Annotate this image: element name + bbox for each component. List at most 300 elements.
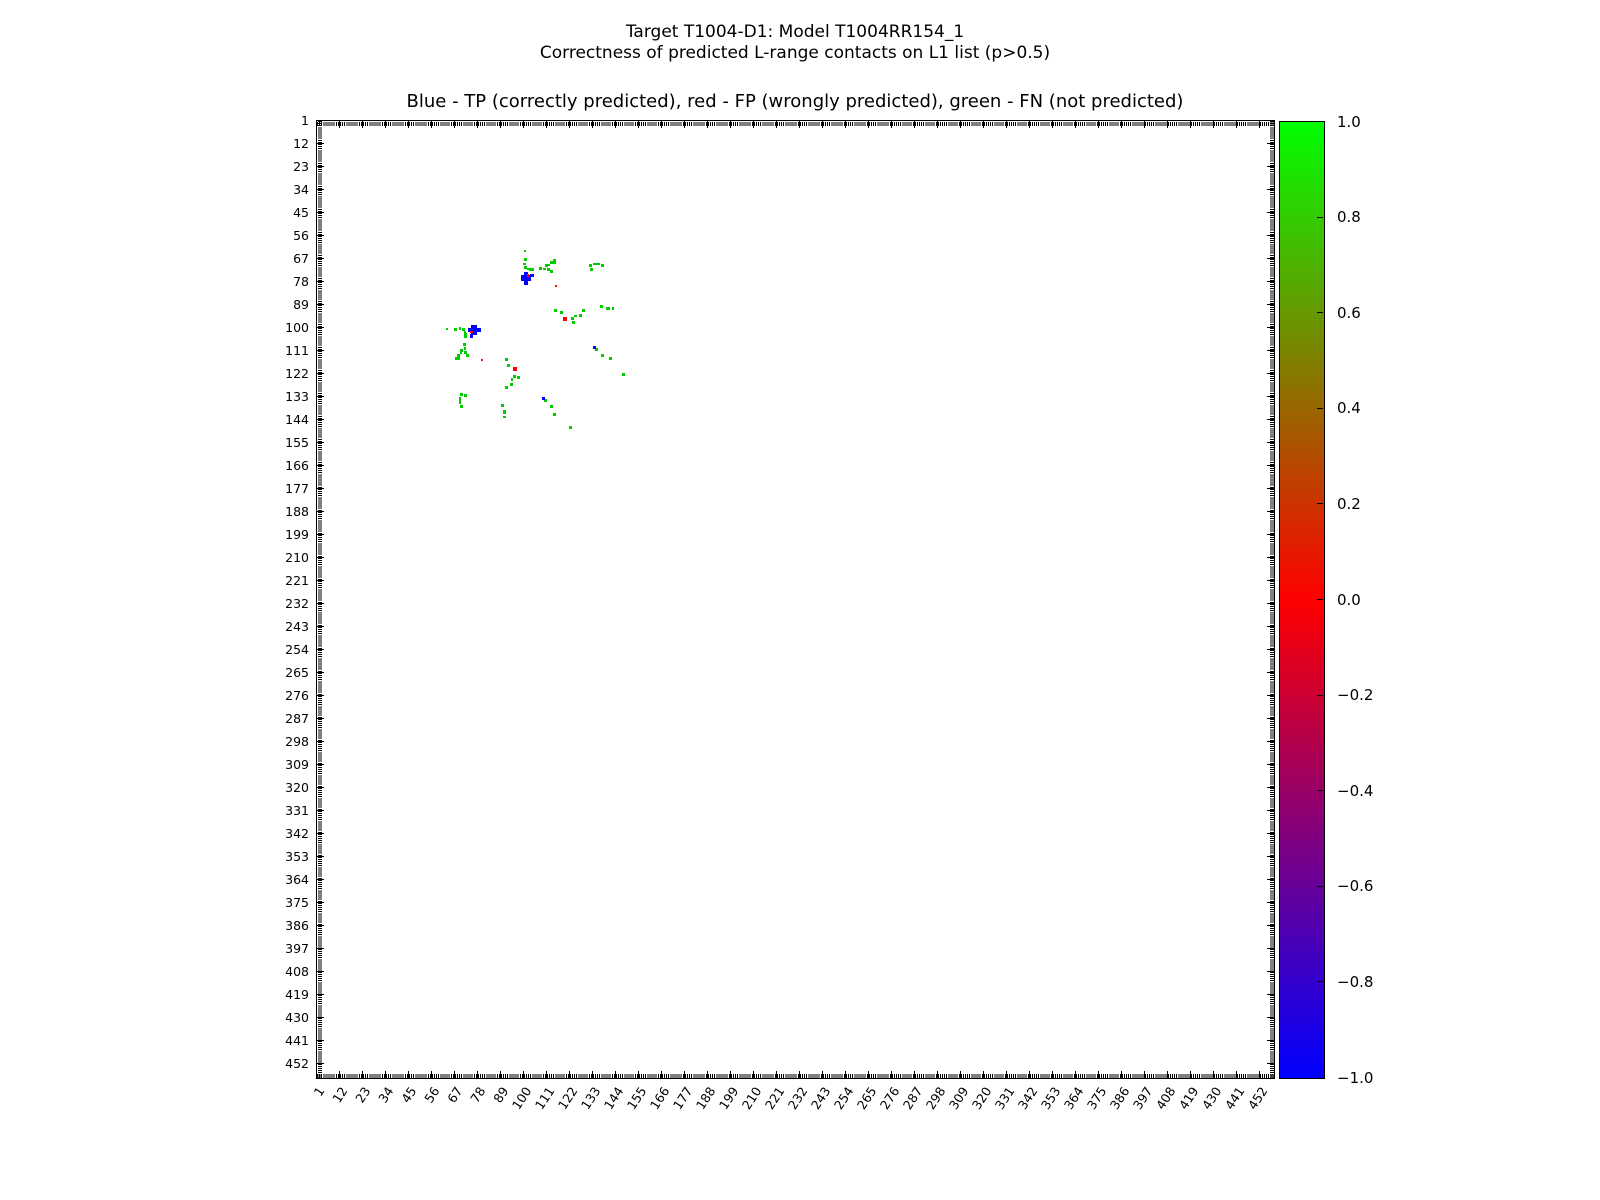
y-major-tick: [317, 534, 324, 535]
y-major-tick: [1267, 902, 1274, 903]
x-major-tick: [408, 121, 409, 128]
x-major-tick: [454, 1071, 455, 1078]
x-axis-tick-label-text: 430: [1198, 1084, 1225, 1113]
scatter-point-fn: [560, 311, 563, 314]
y-major-tick: [1267, 856, 1274, 857]
colorbar-tick-label: −0.4: [1337, 781, 1374, 800]
x-major-tick: [339, 1071, 340, 1078]
y-major-tick: [317, 189, 324, 190]
y-major-tick: [1267, 373, 1274, 374]
colorbar-tick: [1317, 886, 1323, 887]
y-major-tick: [1267, 971, 1274, 972]
y-axis-tick-label: 144: [285, 411, 309, 427]
y-major-tick: [1267, 465, 1274, 466]
x-major-tick: [1006, 121, 1007, 128]
x-major-tick: [730, 121, 731, 128]
x-major-tick: [592, 121, 593, 128]
y-major-tick: [1267, 350, 1274, 351]
x-axis-tick-label-text: 309: [945, 1084, 972, 1113]
y-major-tick: [317, 1063, 324, 1064]
y-axis-tick-label: 287: [285, 710, 309, 726]
scatter-point-fp: [513, 367, 518, 371]
scatter-point-fn: [601, 264, 604, 267]
x-axis-tick-label-text: 452: [1244, 1084, 1271, 1113]
y-axis-tick-label: 177: [285, 480, 309, 496]
x-axis-tick-label-text: 67: [444, 1084, 466, 1106]
x-major-tick: [523, 121, 524, 128]
x-axis-tick-label-text: 276: [876, 1084, 903, 1113]
scatter-point-fn: [524, 250, 527, 253]
y-major-tick: [317, 557, 324, 558]
x-major-tick: [776, 121, 777, 128]
scatter-point-fn: [590, 268, 593, 271]
x-major-tick: [914, 1071, 915, 1078]
y-major-tick: [317, 120, 324, 121]
scatter-point-fn: [464, 394, 467, 397]
y-major-tick: [1267, 787, 1274, 788]
x-major-tick: [1259, 121, 1260, 128]
x-major-tick: [546, 1071, 547, 1078]
y-axis-tick-label: 45: [293, 204, 309, 220]
x-major-tick: [500, 121, 501, 128]
y-axis-tick-label: 155: [285, 434, 309, 450]
scatter-point-fn: [550, 405, 553, 408]
x-major-tick: [1075, 1071, 1076, 1078]
y-major-tick: [1267, 810, 1274, 811]
y-major-tick: [317, 442, 324, 443]
x-major-tick: [1236, 121, 1237, 128]
scatter-point-fp: [563, 317, 567, 322]
y-major-tick: [317, 764, 324, 765]
y-axis-tick-label: 397: [285, 940, 309, 956]
x-major-tick: [638, 121, 639, 128]
y-major-tick: [1267, 1017, 1274, 1018]
y-major-tick: [317, 879, 324, 880]
colorbar-tick: [1317, 790, 1323, 791]
minor-ticks-top: [317, 122, 1274, 126]
x-major-tick: [822, 1071, 823, 1078]
y-major-tick: [1267, 396, 1274, 397]
y-major-tick: [1267, 235, 1274, 236]
x-major-tick: [891, 121, 892, 128]
x-major-tick: [799, 121, 800, 128]
colorbar-tick: [1317, 695, 1323, 696]
colorbar: [1279, 121, 1325, 1079]
scatter-point-fn: [553, 413, 556, 416]
y-axis-tick-label: 254: [285, 641, 309, 657]
figure-title-line2: Correctness of predicted L-range contacts on L1 list (p>0.5): [539, 43, 1051, 63]
x-axis-tick-label-text: 155: [623, 1084, 650, 1113]
x-major-tick: [1190, 1071, 1191, 1078]
y-major-tick: [317, 741, 324, 742]
y-major-tick: [1267, 718, 1274, 719]
y-major-tick: [317, 304, 324, 305]
x-major-tick: [431, 1071, 432, 1078]
scatter-point-fn: [466, 354, 469, 357]
y-major-tick: [317, 396, 324, 397]
y-major-tick: [317, 511, 324, 512]
scatter-point-fn: [593, 263, 600, 266]
x-major-tick: [1075, 121, 1076, 128]
scatter-point-fn: [544, 399, 547, 402]
y-major-tick: [317, 327, 324, 328]
scatter-point-fn: [507, 364, 510, 367]
y-major-tick: [317, 166, 324, 167]
y-major-tick: [317, 350, 324, 351]
x-axis-tick-label-text: 23: [352, 1084, 374, 1106]
scatter-point-fn: [505, 358, 508, 361]
x-major-tick: [385, 1071, 386, 1078]
y-major-tick: [1267, 419, 1274, 420]
y-major-tick: [1267, 1040, 1274, 1041]
x-axis-tick-label-text: 441: [1221, 1084, 1248, 1113]
colorbar-tick-label: 0.2: [1337, 494, 1361, 513]
y-axis-tick-label: 1: [301, 112, 309, 128]
y-major-tick: [317, 672, 324, 673]
x-axis-tick-label-text: 342: [1014, 1084, 1041, 1113]
x-axis-tick-label-text: 12: [329, 1084, 351, 1106]
x-major-tick: [1144, 121, 1145, 128]
scatter-point-tp: [470, 334, 473, 338]
y-major-tick: [317, 948, 324, 949]
x-major-tick: [592, 1071, 593, 1078]
x-major-tick: [615, 1071, 616, 1078]
figure-title-line1: Target T1004-D1: Model T1004RR154_1: [625, 22, 965, 42]
y-major-tick: [317, 856, 324, 857]
y-major-tick: [317, 1040, 324, 1041]
y-axis-tick-label: 23: [293, 158, 309, 174]
y-axis-tick-label: 221: [285, 572, 309, 588]
y-axis-tick-label: 188: [285, 503, 309, 519]
y-axis-tick-label: 276: [285, 687, 309, 703]
y-major-tick: [317, 258, 324, 259]
y-axis-tick-label: 419: [285, 986, 309, 1002]
y-major-tick: [1267, 557, 1274, 558]
y-major-tick: [1267, 488, 1274, 489]
x-major-tick: [753, 1071, 754, 1078]
scatter-point-fn: [601, 354, 604, 357]
y-axis-tick-label: 210: [285, 549, 309, 565]
scatter-point-fn: [446, 328, 449, 331]
x-major-tick: [362, 1071, 363, 1078]
scatter-point-fn: [579, 314, 582, 317]
y-axis-tick-label: 309: [285, 756, 309, 772]
x-major-tick: [684, 121, 685, 128]
scatter-point-fn: [464, 333, 467, 338]
scatter-point-fn: [553, 261, 556, 264]
x-major-tick: [868, 121, 869, 128]
x-axis-tick-label-text: 298: [922, 1084, 949, 1113]
x-axis-tick-label-text: 232: [784, 1084, 811, 1113]
x-major-tick: [845, 1071, 846, 1078]
y-axis-tick-label: 364: [285, 871, 309, 887]
y-major-tick: [1267, 442, 1274, 443]
scatter-point-fn: [464, 347, 467, 350]
x-major-tick: [569, 1071, 570, 1078]
y-major-tick: [317, 373, 324, 374]
scatter-point-fn: [524, 258, 527, 261]
y-axis-tick-label: 408: [285, 963, 309, 979]
scatter-point-fn: [595, 348, 598, 351]
y-major-tick: [317, 580, 324, 581]
y-major-tick: [1267, 120, 1274, 121]
y-major-tick: [1267, 603, 1274, 604]
x-major-tick: [1029, 121, 1030, 128]
x-axis-tick-label-text: 133: [577, 1084, 604, 1113]
x-axis-tick-label-text: 419: [1175, 1084, 1202, 1113]
scatter-point-tp: [593, 346, 596, 349]
x-axis-tick-label-text: 166: [646, 1084, 673, 1113]
x-major-tick: [1052, 1071, 1053, 1078]
x-axis-tick-label-text: 375: [1083, 1084, 1110, 1113]
x-axis-tick-label-text: 144: [600, 1084, 627, 1113]
x-major-tick: [1006, 1071, 1007, 1078]
minor-ticks-bottom: [317, 1074, 1274, 1078]
minor-ticks-left: [318, 121, 322, 1078]
y-major-tick: [1267, 580, 1274, 581]
y-axis-tick-label: 331: [285, 802, 309, 818]
scatter-point-fn: [463, 343, 466, 346]
colorbar-tick-label: 0.0: [1337, 590, 1361, 609]
y-major-tick: [1267, 327, 1274, 328]
scatter-point-fn: [606, 307, 610, 310]
colorbar-tick-label: −1.0: [1337, 1068, 1374, 1087]
y-axis-tick-label: 375: [285, 894, 309, 910]
scatter-point-fn: [600, 305, 603, 308]
minor-ticks-right: [1270, 121, 1274, 1078]
x-major-tick: [661, 1071, 662, 1078]
x-axis-tick-label-text: 199: [715, 1084, 742, 1113]
y-major-tick: [317, 971, 324, 972]
scatter-point-fn: [503, 416, 506, 419]
x-axis-tick-label-text: 45: [398, 1084, 420, 1106]
x-major-tick: [799, 1071, 800, 1078]
y-axis-tick-label: 320: [285, 779, 309, 795]
x-axis-tick-label-text: 188: [692, 1084, 719, 1113]
x-axis-tick-label-text: 364: [1060, 1084, 1087, 1113]
x-major-tick: [776, 1071, 777, 1078]
colorbar-tick: [1317, 312, 1323, 313]
x-axis-tick-label-text: 331: [991, 1084, 1018, 1113]
scatter-point-fn: [539, 267, 542, 270]
x-major-tick: [707, 1071, 708, 1078]
scatter-point-fn: [554, 309, 557, 312]
colorbar-tick: [1317, 981, 1323, 982]
x-axis-tick-label-text: 100: [508, 1084, 535, 1113]
y-axis-tick-label: 34: [293, 181, 309, 197]
y-major-tick: [1267, 258, 1274, 259]
x-major-tick: [1029, 1071, 1030, 1078]
x-major-tick: [1259, 1071, 1260, 1078]
y-major-tick: [1267, 994, 1274, 995]
x-major-tick: [1213, 121, 1214, 128]
y-major-tick: [317, 488, 324, 489]
colorbar-tick-label: −0.8: [1337, 972, 1374, 991]
scatter-point-fn: [517, 376, 520, 379]
y-axis-tick-label: 78: [293, 273, 309, 289]
x-axis-tick-label-text: 353: [1037, 1084, 1064, 1113]
x-major-tick: [1213, 1071, 1214, 1078]
scatter-point-fn: [609, 357, 612, 360]
colorbar-tick-label: 0.6: [1337, 303, 1361, 322]
x-major-tick: [914, 121, 915, 128]
y-major-tick: [317, 626, 324, 627]
scatter-point-fn: [569, 426, 572, 429]
y-axis-tick-label: 452: [285, 1055, 309, 1071]
x-major-tick: [960, 1071, 961, 1078]
x-axis-tick-label-text: 397: [1129, 1084, 1156, 1113]
x-major-tick: [408, 1071, 409, 1078]
y-major-tick: [1267, 189, 1274, 190]
y-axis-tick-label: 12: [293, 135, 309, 151]
scatter-point-tp: [542, 397, 545, 400]
colorbar-tick: [1317, 408, 1323, 409]
y-major-tick: [1267, 511, 1274, 512]
y-major-tick: [1267, 948, 1274, 949]
x-major-tick: [661, 121, 662, 128]
y-major-tick: [1267, 166, 1274, 167]
y-major-tick: [1267, 534, 1274, 535]
x-major-tick: [362, 121, 363, 128]
x-major-tick: [477, 121, 478, 128]
x-axis-tick-label-text: 78: [467, 1084, 489, 1106]
scatter-point-fp: [481, 359, 484, 362]
x-major-tick: [1167, 1071, 1168, 1078]
y-axis-tick-label: 111: [285, 342, 309, 358]
x-axis-tick-label-text: 89: [490, 1084, 512, 1106]
plot-frame: [316, 120, 1275, 1079]
x-axis-tick-label-text: 287: [899, 1084, 926, 1113]
x-major-tick: [615, 121, 616, 128]
x-axis-tick-label-text: 265: [853, 1084, 880, 1113]
y-major-tick: [317, 787, 324, 788]
y-major-tick: [1267, 1063, 1274, 1064]
x-major-tick: [1052, 121, 1053, 128]
scatter-point-fn: [505, 386, 508, 389]
x-major-tick: [937, 121, 938, 128]
y-major-tick: [1267, 764, 1274, 765]
x-major-tick: [1190, 121, 1191, 128]
x-axis-tick-label-text: 111: [531, 1084, 558, 1113]
scatter-point-fn: [460, 405, 463, 408]
scatter-point-fn: [622, 373, 625, 376]
colorbar-tick-label: 1.0: [1337, 112, 1361, 131]
x-axis-tick-label-text: 210: [738, 1084, 765, 1113]
x-major-tick: [707, 121, 708, 128]
y-axis-tick-label: 89: [293, 296, 309, 312]
y-major-tick: [317, 212, 324, 213]
y-axis-tick-label: 56: [293, 227, 309, 243]
colorbar-tick: [1317, 599, 1323, 600]
x-axis-tick-label-text: 34: [375, 1084, 397, 1106]
x-major-tick: [960, 121, 961, 128]
x-major-tick: [983, 1071, 984, 1078]
x-major-tick: [385, 121, 386, 128]
scatter-point-fn: [612, 307, 615, 310]
x-axis-tick-label-text: 56: [421, 1084, 443, 1106]
y-axis-tick-label: 342: [285, 825, 309, 841]
y-major-tick: [317, 649, 324, 650]
scatter-point-fn: [454, 328, 457, 331]
x-major-tick: [730, 1071, 731, 1078]
y-major-tick: [1267, 649, 1274, 650]
colorbar-tick: [1317, 503, 1323, 504]
y-major-tick: [317, 143, 324, 144]
x-axis-tick-label-text: 221: [761, 1084, 788, 1113]
y-major-tick: [1267, 672, 1274, 673]
x-major-tick: [822, 121, 823, 128]
scatter-point-fn: [529, 268, 534, 271]
scatter-point-fn: [511, 378, 514, 381]
scatter-point-fn: [510, 383, 513, 386]
scatter-point-fn: [457, 357, 460, 360]
scatter-point-fn: [501, 404, 504, 407]
x-major-tick: [684, 1071, 685, 1078]
x-major-tick: [845, 121, 846, 128]
scatter-point-fp: [555, 285, 558, 288]
y-axis-tick-label: 67: [293, 250, 309, 266]
y-major-tick: [317, 902, 324, 903]
x-axis-tick-label-text: 177: [669, 1084, 696, 1113]
scatter-point-fn: [543, 268, 546, 271]
x-major-tick: [569, 121, 570, 128]
y-axis-tick-label: 100: [285, 319, 309, 335]
x-major-tick: [638, 1071, 639, 1078]
x-major-tick: [1098, 1071, 1099, 1078]
colorbar-tick-label: 0.8: [1337, 208, 1361, 227]
x-major-tick: [937, 1071, 938, 1078]
x-major-tick: [868, 1071, 869, 1078]
x-major-tick: [339, 121, 340, 128]
y-major-tick: [317, 1017, 324, 1018]
x-axis-tick-label-text: 1: [310, 1084, 328, 1099]
y-axis-tick-label: 298: [285, 733, 309, 749]
scatter-point-fn: [589, 264, 592, 267]
x-axis-tick-label-text: 243: [807, 1084, 834, 1113]
y-axis-tick-label: 386: [285, 917, 309, 933]
y-axis-tick-label: 430: [285, 1009, 309, 1025]
y-major-tick: [317, 925, 324, 926]
x-major-tick: [454, 121, 455, 128]
scatter-point-fp: [527, 274, 530, 277]
y-major-tick: [1267, 695, 1274, 696]
scatter-point-fn: [550, 270, 553, 273]
y-major-tick: [317, 695, 324, 696]
x-major-tick: [1144, 1071, 1145, 1078]
y-major-tick: [1267, 879, 1274, 880]
y-major-tick: [1267, 626, 1274, 627]
scatter-point-fn: [582, 309, 585, 312]
x-major-tick: [500, 1071, 501, 1078]
y-axis-tick-label: 441: [285, 1032, 309, 1048]
x-axis-tick-label-text: 122: [554, 1084, 581, 1113]
x-major-tick: [891, 1071, 892, 1078]
y-major-tick: [317, 235, 324, 236]
y-major-tick: [317, 833, 324, 834]
y-major-tick: [317, 994, 324, 995]
y-axis-tick-label: 133: [285, 388, 309, 404]
y-major-tick: [1267, 925, 1274, 926]
y-axis-tick-label: 265: [285, 664, 309, 680]
y-major-tick: [317, 718, 324, 719]
axes-title-legend: Blue - TP (correctly predicted), red - FP (wrongly predicted), green - FN (not predicted): [406, 91, 1184, 112]
y-major-tick: [317, 465, 324, 466]
scatter-point-fn: [459, 397, 462, 404]
x-major-tick: [1121, 1071, 1122, 1078]
y-axis-tick-label: 122: [285, 365, 309, 381]
x-major-tick: [316, 121, 317, 128]
x-major-tick: [983, 121, 984, 128]
